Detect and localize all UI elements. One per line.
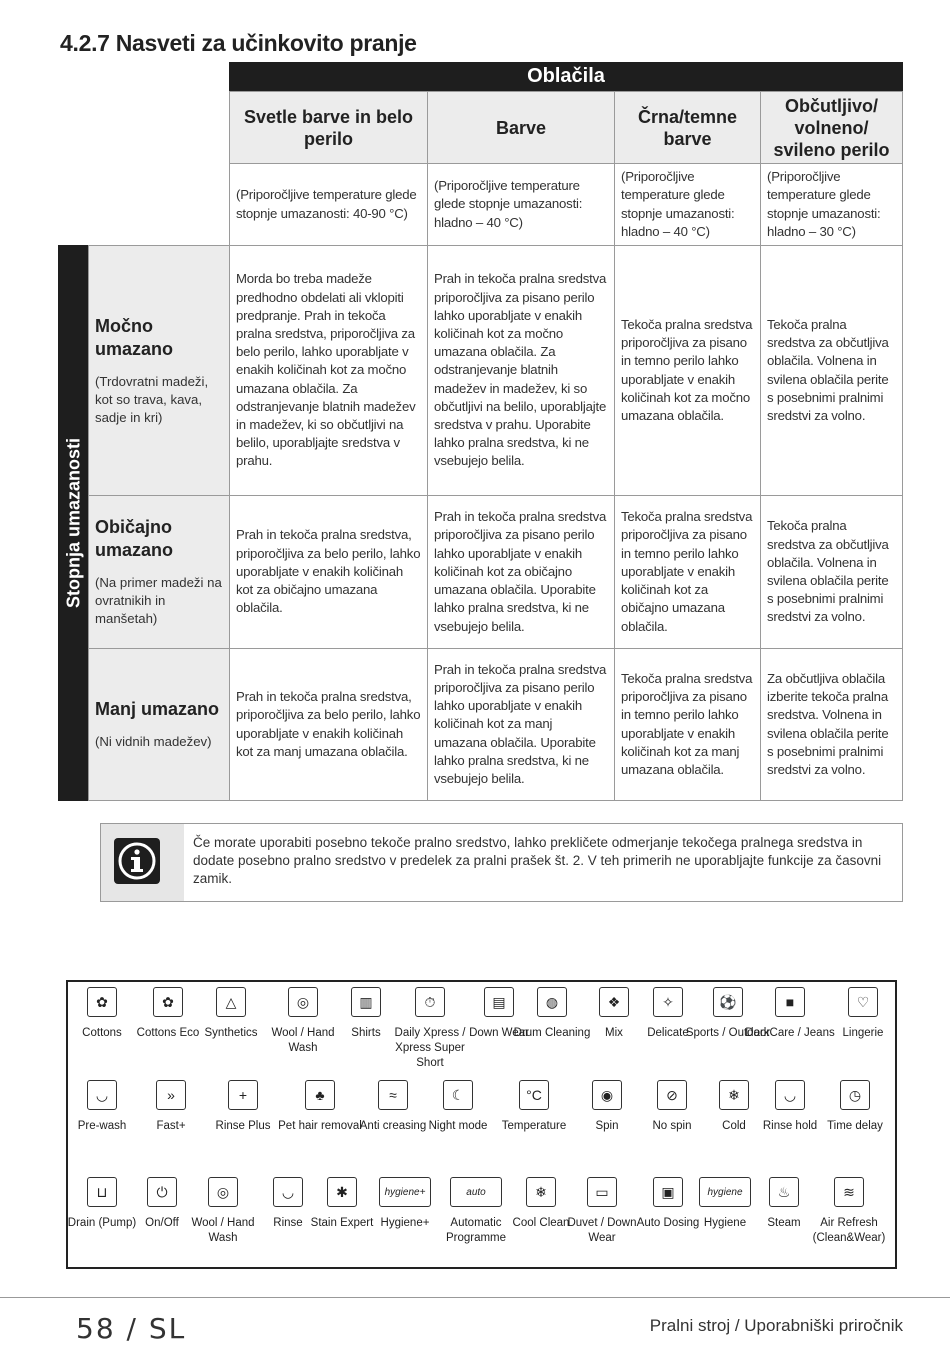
table-cell: Tekoča pralna sredstva priporočljiva za pisano in temno perilo lahko uporabljate v enakih količinah kot za manj umazana oblačila. <box>614 648 761 801</box>
legend-item <box>818 987 908 1041</box>
row-label-light <box>88 648 230 801</box>
cold-icon: ❄ <box>719 1080 749 1110</box>
column-note: (Priporočljive temperature glede stopnje umazanosti: 40-90 °C) <box>229 163 428 246</box>
legend-label: Night mode <box>428 1120 488 1132</box>
sports-outdoor-icon: ⚽ <box>713 987 743 1017</box>
legend-label: Auto Dosing <box>636 1217 700 1229</box>
table-cell: Tekoča pralna sredstva za občutljiva oblačila. Volnena in svilena oblačila perite s posebnimi pralnimi sredstvi za volno. <box>760 495 903 649</box>
legend-label: Lingerie <box>842 1027 884 1039</box>
drain-pump-icon: ⊔ <box>87 1177 117 1207</box>
legend-label: Drain (Pump) <box>67 1217 137 1229</box>
hygiene-plus-icon: hygiene+ <box>379 1177 431 1207</box>
time-delay-icon: ◷ <box>840 1080 870 1110</box>
column-note: (Priporočljive temperature glede stopnje umazanosti: hladno – 30 °C) <box>760 163 903 246</box>
legend-label: Sports / Outdoor <box>685 1027 771 1039</box>
row-title: Močno umazano <box>95 315 174 359</box>
info-icon-area <box>101 824 184 901</box>
legend-label: DarkCare / Jeans <box>745 1027 835 1039</box>
wool-hand-wash-2-icon: ◎ <box>208 1177 238 1207</box>
table-cell: Morda bo treba madeže predhodno obdelati ali vklopiti predpranje. Prah in tekoča pralna sredstva, priporočljiva za belo perilo, lahko uporabljate v enakih količinah kot za močno umazana oblačila. Za odstranjevanje blatnih madežev in madežev, ki so občutljivi na belilo, uporabljajte sredstva v prahu. <box>229 245 428 496</box>
cottons-eco-icon: ✿ <box>153 987 183 1017</box>
info-icon <box>113 837 161 885</box>
row-subtitle: (Na primer madeži na ovratnikih in manšetah) <box>95 575 222 626</box>
legend-label: Mix <box>605 1027 623 1039</box>
legend-label: Down Wear <box>469 1027 529 1039</box>
legend-label: Rinse hold <box>762 1120 818 1132</box>
rinse-hold-icon: ◡ <box>775 1080 805 1110</box>
legend-label: Synthetics <box>204 1027 258 1039</box>
legend-label: Anti creasing <box>359 1120 427 1132</box>
legend-label: On/Off <box>145 1217 179 1229</box>
table-cell: Tekoča pralna sredstva za občutljiva oblačila. Volnena in svilena oblačila perite s posebnimi pralnimi sredstvi za volno. <box>760 245 903 496</box>
legend-label: Pet hair removal <box>278 1120 362 1132</box>
legend-label: Wool / Hand Wash <box>191 1217 255 1244</box>
footer-title: Pralni stroj / Uporabniški priročnik <box>649 1316 903 1335</box>
night-mode-icon: ☾ <box>443 1080 473 1110</box>
column-header: Barve <box>427 91 615 164</box>
duvet-down-wear-icon: ▭ <box>587 1177 617 1207</box>
pet-hair-removal-icon: ♣ <box>305 1080 335 1110</box>
row-subtitle: (Ni vidnih madežev) <box>95 734 212 749</box>
side-label: Stopnja umazanosti <box>63 437 83 609</box>
column-header: Občutljivo/ volneno/ svileno perilo <box>760 91 903 164</box>
synthetics-icon: △ <box>216 987 246 1017</box>
legend-label: Steam <box>767 1217 801 1229</box>
steam-icon: ♨ <box>769 1177 799 1207</box>
legend-label: Automatic Programme <box>445 1217 507 1244</box>
lingerie-icon: ♡ <box>848 987 878 1017</box>
group-header: Oblačila <box>229 62 903 91</box>
column-note: (Priporočljive temperature glede stopnje umazanosti: hladno – 40 °C) <box>427 163 615 246</box>
legend-label: Time delay <box>827 1120 883 1132</box>
column-header: Črna/temne barve <box>614 91 761 164</box>
legend-label: Duvet / Down Wear <box>567 1217 637 1244</box>
hygiene-icon: hygiene <box>699 1177 751 1207</box>
drum-cleaning-icon: ◍ <box>537 987 567 1017</box>
down-wear-icon: ▤ <box>484 987 514 1017</box>
mix-icon: ❖ <box>599 987 629 1017</box>
column-header: Svetle barve in belo perilo <box>229 91 428 164</box>
legend-label: Temperature <box>501 1120 567 1132</box>
legend-label: Daily Xpress / Xpress Super Short <box>394 1027 466 1069</box>
daily-xpress-icon: ⏱ <box>415 987 445 1017</box>
table-cell: Tekoča pralna sredstva priporočljiva za pisano in temno perilo lahko uporabljate v enakih količinah kot za običajno umazana oblačila. <box>614 495 761 649</box>
info-note <box>100 823 903 902</box>
no-spin-icon: ⊘ <box>657 1080 687 1110</box>
wool-hand-wash-icon: ◎ <box>288 987 318 1017</box>
column-note: (Priporočljive temperature glede stopnje umazanosti: hladno – 40 °C) <box>614 163 761 246</box>
air-refresh-icon: ≋ <box>834 1177 864 1207</box>
cool-clean-icon: ❄ <box>526 1177 556 1207</box>
legend-label: Spin <box>595 1120 619 1132</box>
stain-expert-icon: ✱ <box>327 1177 357 1207</box>
table-cell: Prah in tekoča pralna sredstva priporočljiva za pisano perilo lahko uporabljate v enakih količinah kot za močno umazana oblačila. Za odstranjevanje blatnih madežev in madežev, ki so občutljivi na belilo, uporabljajte sredstva v prahu. Uporabite lahko pralna sredstva, ki ne vsebujejo belila. <box>427 245 615 496</box>
darkcare-jeans-icon: ■ <box>775 987 805 1017</box>
legend-label: Fast+ <box>156 1120 186 1132</box>
legend-label: Cottons <box>82 1027 122 1039</box>
row-label-normal <box>88 495 230 649</box>
automatic-programme-icon: auto <box>450 1177 502 1207</box>
row-subtitle: (Trdovratni madeži, kot so trava, kava, sadje in kri) <box>95 373 209 425</box>
legend-label: Cottons Eco <box>136 1027 200 1039</box>
spin-icon: ◉ <box>592 1080 622 1110</box>
shirts-icon: ▥ <box>351 987 381 1017</box>
legend-label: Cool Clean <box>512 1217 570 1229</box>
legend-label: Rinse <box>273 1217 303 1229</box>
row-label-heavy <box>88 245 230 496</box>
rinse-plus-icon: + <box>228 1080 258 1110</box>
row-title: Manj umazano <box>95 699 220 719</box>
legend-label: Stain Expert <box>310 1217 374 1229</box>
legend-label: Air Refresh (Clean&Wear) <box>812 1217 886 1244</box>
legend-label: Pre-wash <box>77 1120 127 1132</box>
auto-dosing-icon: ▣ <box>653 1177 683 1207</box>
info-text: Če morate uporabiti posebno tekoče pralno sredstvo, lahko prekličete odmerjanje tekočega pralnega sredstva in dodate posebno pralno sredstvo v predelek za pralni prašek št. 2. V teh primerih ne uporabljajte funkcije za časovni zamik. <box>193 835 882 886</box>
legend-label: Hygiene+ <box>380 1217 430 1229</box>
table-cell: Prah in tekoča pralna sredstva, priporočljiva za belo perilo, lahko uporabljate v enakih količinah kot za običajno umazana oblačila. <box>229 495 428 649</box>
on-off-icon: ⏻ <box>147 1177 177 1207</box>
row-title: Običajno umazano <box>95 517 174 560</box>
table-cell: Prah in tekoča pralna sredstva priporočljiva za pisano perilo lahko uporabljate v enakih količinah kot za običajno umazana oblačila. Uporabite lahko pralna sredstva, ki ne vsebujejo belila. <box>427 495 615 649</box>
legend-label: Hygiene <box>703 1217 747 1229</box>
pre-wash-icon: ◡ <box>87 1080 117 1110</box>
delicate-icon: ✧ <box>653 987 683 1017</box>
legend-label: Drum Cleaning <box>513 1027 591 1039</box>
table-cell: Prah in tekoča pralna sredstva, priporočljiva za belo perilo, lahko uporabljate v enakih količinah kot za manj umazana oblačila. <box>229 648 428 801</box>
cottons-icon: ✿ <box>87 987 117 1017</box>
legend-label: No spin <box>652 1120 692 1132</box>
table-cell: Za občutljiva oblačila izberite tekoča pralna sredstva. Volnena in svilena oblačila perite s posebnimi pralnimi sredstvi za volno. <box>760 648 903 801</box>
table-cell: Tekoča pralna sredstva priporočljiva za pisano in temno perilo lahko uporabljate v enakih količinah kot za močno umazana oblačila. <box>614 245 761 496</box>
legend-label: Delicate <box>647 1027 689 1039</box>
temperature-icon: °C <box>519 1080 549 1110</box>
legend-label: Cold <box>722 1120 746 1132</box>
table-cell: Prah in tekoča pralna sredstva priporočljiva za pisano perilo lahko uporabljate v enakih količinah kot za manj umazana oblačila. Uporabite lahko pralna sredstva, ki ne vsebujejo belila. <box>427 648 615 801</box>
footer-divider <box>0 1297 950 1298</box>
page-number: 58 / SL <box>76 1312 187 1345</box>
legend-label: Rinse Plus <box>215 1120 271 1132</box>
legend-item <box>804 1177 894 1246</box>
legend-label: Wool / Hand Wash <box>271 1027 335 1054</box>
legend-item <box>810 1080 900 1134</box>
rinse-icon: ◡ <box>273 1177 303 1207</box>
anti-creasing-icon: ≈ <box>378 1080 408 1110</box>
soil-level-sidebar <box>58 245 89 801</box>
section-heading: 4.2.7 Nasveti za učinkovito pranje <box>60 30 417 56</box>
legend-label: Shirts <box>351 1027 381 1039</box>
fast-plus-icon: » <box>156 1080 186 1110</box>
